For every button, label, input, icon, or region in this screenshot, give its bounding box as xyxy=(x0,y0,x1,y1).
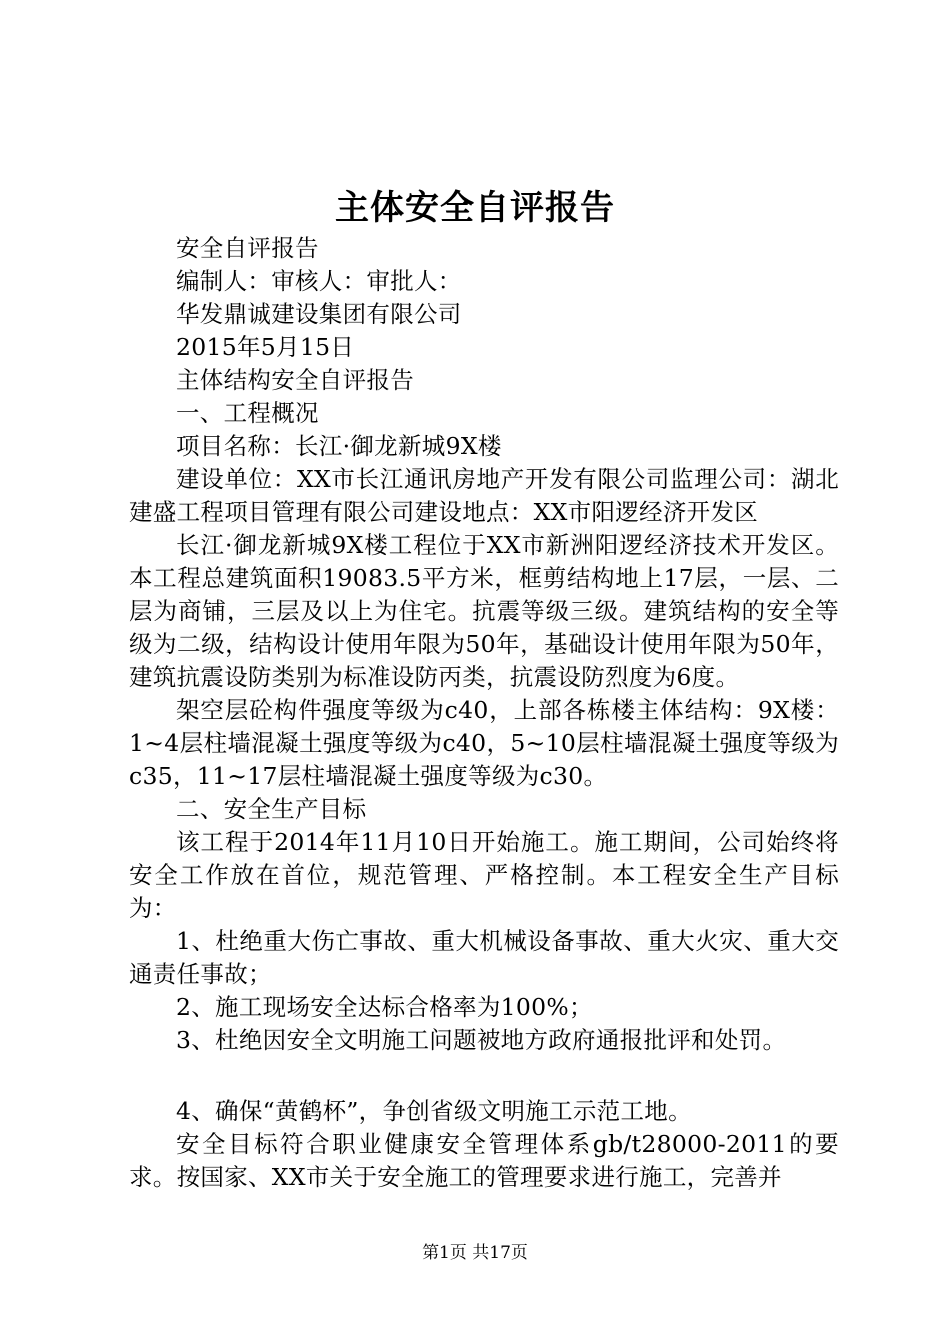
paragraph-date: 2015年5月15日 xyxy=(176,333,355,361)
paragraph-standard-compliance: 安全目标符合职业健康安全管理体系gb/t28000-2011的要求。按国家、XX市关于安全施工的管理要求进行施工，完善并 xyxy=(129,1130,839,1191)
list-item-goal-2: 2、施工现场安全达标合格率为100%； xyxy=(176,993,593,1021)
paragraph-signatories: 编制人：审核人：审批人： xyxy=(176,267,462,295)
page-number-footer: 第1页 共17页 xyxy=(422,1243,528,1263)
paragraph-report-subtitle: 安全自评报告 xyxy=(176,234,319,262)
paragraph-construction-start: 该工程于2014年11月10日开始施工。施工期间，公司始终将安全工作放在首位，规范管理、严格控制。本工程安全生产目标为： xyxy=(129,828,839,922)
paragraph-report-name: 主体结构安全自评报告 xyxy=(176,366,414,394)
section-heading-safety-goals: 二、安全生产目标 xyxy=(176,795,367,823)
paragraph-project-name: 项目名称：长江·御龙新城9X楼 xyxy=(176,432,502,460)
paragraph-construction-unit: 建设单位：XX市长江通讯房地产开发有限公司监理公司：湖北建盛工程项目管理有限公司建设地点：XX市阳逻经济开发区 xyxy=(129,465,839,526)
section-heading-overview: 一、工程概况 xyxy=(176,399,319,427)
paragraph-concrete-grades: 架空层砼构件强度等级为c40，上部各栋楼主体结构：9X楼：1~4层柱墙混凝土强度等级为c40，5~10层柱墙混凝土强度等级为c35，11~17层柱墙混凝土强度等级为c30。 xyxy=(129,696,839,790)
list-item-goal-3: 3、杜绝因安全文明施工问题被地方政府通报批评和处罚。 xyxy=(176,1026,787,1054)
paragraph-company: 华发鼎诚建设集团有限公司 xyxy=(176,300,462,328)
list-item-goal-1: 1、杜绝重大伤亡事故、重大机械设备事故、重大火灾、重大交通责任事故； xyxy=(129,927,839,988)
document-body xyxy=(129,232,839,1194)
paragraph-project-description: 长江·御龙新城9X楼工程位于XX市新洲阳逻经济技术开发区。本工程总建筑面积19083.5平方米，框剪结构地上17层，一层、二层为商铺，三层及以上为住宅。抗震等级三级。建筑结构的安全等级为二级，结构设计使用年限为50年，基础设计使用年限为50年，建筑抗震设防类别为标准设防丙类，抗震设防烈度为6度。 xyxy=(129,531,839,691)
list-item-goal-4: 4、确保“黄鹤杯”，争创省级文明施工示范工地。 xyxy=(176,1097,692,1125)
page-title: 主体安全自评报告 xyxy=(335,188,615,228)
